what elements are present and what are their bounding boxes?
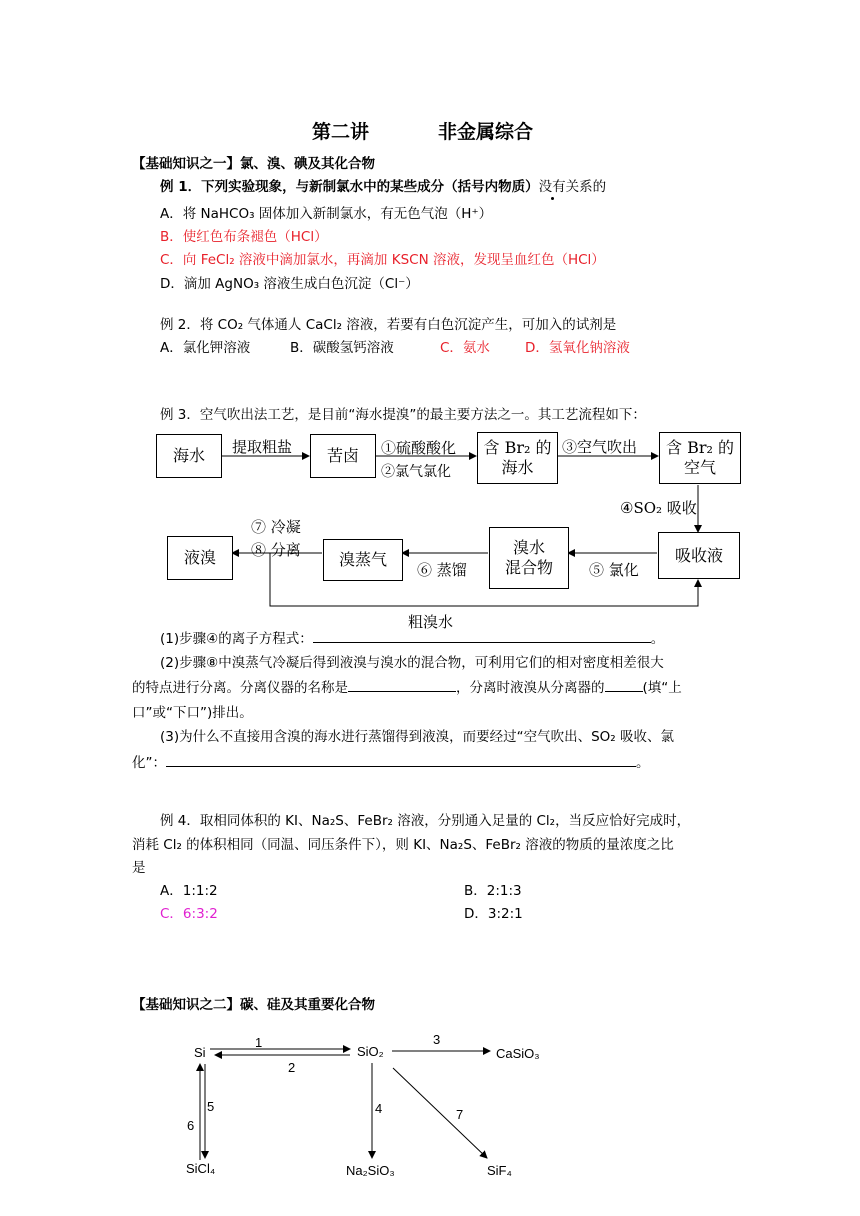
example-3-q1-suffix: 。 — [650, 631, 665, 647]
flow-box-mix-line1: 溴水 — [512, 538, 545, 557]
example-4-option-c: C．6:3:2 — [160, 906, 218, 922]
flow-label-step4: ④SO₂ 吸收 — [620, 499, 697, 517]
si-arrow-label-3: 3 — [433, 1032, 441, 1047]
si-arrow-label-4: 4 — [375, 1101, 383, 1116]
example-2-option-b: B．碳酸氢钙溶液 — [290, 340, 394, 356]
example-3-q3-line1: (3)为什么不直接用含溴的海水进行蒸馏得到液溴，而要经过“空气吹出、SO₂ 吸收、氯 — [160, 729, 675, 745]
example-4-option-a: A．1:1:2 — [160, 883, 218, 899]
flow-box-bromine-seawater — [477, 432, 558, 484]
si-node-sicl4: SiCl₄ — [186, 1161, 216, 1176]
si-node-si: Si — [194, 1045, 206, 1060]
example-3-q2-blank-outlet[interactable] — [605, 677, 643, 692]
example-3-q2-line3: 口”或“下口”)排出。 — [132, 705, 253, 721]
si-node-sio2: SiO₂ — [357, 1044, 384, 1059]
example-3-q2-line2 — [132, 676, 682, 696]
example-2-option-d: D．氢氧化钠溶液 — [525, 340, 630, 356]
si-node-sif4: SiF₄ — [487, 1163, 512, 1178]
flow-box-bromine-air-line1: 含 Br₂ 的 — [666, 438, 734, 457]
flow-box-liquid-bromine: 液溴 — [167, 536, 233, 580]
flow-label-step7: ⑦ 冷凝 — [251, 518, 301, 536]
flow-label-extract-salt: 提取粗盐 — [232, 438, 293, 456]
example-4-option-b: B．2:1:3 — [464, 883, 522, 899]
example-4-option-d: D．3:2:1 — [464, 906, 523, 922]
page-title-a: 第二讲 — [312, 121, 370, 143]
example-3-q2-line1: (2)步骤⑧中溴蒸气冷凝后得到液溴与溴水的混合物，可利用它们的相对密度相差很大 — [160, 655, 664, 671]
example-2-option-c: C．氨水 — [440, 340, 490, 356]
flow-box-absorb: 吸收液 — [658, 532, 740, 579]
example-3-q3-line2-prefix: 化”： — [132, 755, 166, 771]
example-3-q1-blank[interactable] — [313, 628, 651, 643]
example-3-q1-prefix: (1)步骤④的离子方程式： — [160, 631, 313, 647]
flow-box-bromine-air-line2: 空气 — [683, 458, 716, 477]
example-1-option-c: C．向 FeCl₂ 溶液中滴加氯水，再滴加 KSCN 溶液，发现呈血红色（HCl） — [160, 252, 605, 268]
example-3-q2-line2-mid: ，分离时液溴从分离器的 — [456, 680, 605, 696]
flow-box-bromine-seawater-line2: 海水 — [501, 458, 534, 477]
example-4-stem-line3: 是 — [132, 860, 146, 876]
flow-label-step2: ②氯气氯化 — [381, 464, 451, 480]
example-1-suffix: 关系的 — [565, 179, 607, 195]
example-3-q2-line2-prefix: 的特点进行分离。分离仪器的名称是 — [132, 680, 348, 696]
flow-box-seawater: 海水 — [156, 434, 222, 478]
example-3-q3-blank[interactable] — [166, 752, 636, 767]
example-4-stem-line1: 例 4．取相同体积的 KI、Na₂S、FeBr₂ 溶液，分别通入足量的 Cl₂，当反应恰好完成时， — [160, 813, 691, 829]
flow-label-step5: ⑤ 氯化 — [589, 561, 639, 579]
si-arrow-label-7: 7 — [456, 1107, 464, 1122]
flow-box-bromine-vapor: 溴蒸气 — [323, 539, 403, 581]
si-arrow-label-2: 2 — [288, 1060, 296, 1075]
flow-box-bromine-water-mix — [489, 527, 569, 589]
example-1-option-a: A．将 NaHCO₃ 固体加入新制氯水，有无色气泡（H⁺） — [160, 206, 493, 222]
flow-box-bittern: 苦卤 — [310, 434, 376, 478]
example-3-q2-blank-instrument[interactable] — [348, 677, 456, 692]
example-1-option-b: B．使红色布条褪色（HCl） — [160, 229, 328, 245]
flow-box-bromine-air — [659, 432, 741, 484]
flow-label-step8: ⑧ 分离 — [251, 541, 301, 559]
example-1-option-d: D．滴加 AgNO₃ 溶液生成白色沉淀（Cl⁻） — [160, 276, 419, 292]
si-node-na2sio3: Na₂SiO₃ — [346, 1163, 395, 1178]
example-3-stem: 例 3．空气吹出法工艺，是目前“海水提溴”的最主要方法之一。其工艺流程如下： — [160, 407, 646, 423]
section-heading-2: 【基础知识之二】碳、硅及其重要化合物 — [132, 997, 375, 1013]
flow-box-mix-line2: 混合物 — [504, 558, 553, 577]
example-1-emphasis: 没有 — [538, 179, 566, 195]
flow-box-bromine-seawater-line1: 含 Br₂ 的 — [483, 438, 552, 457]
si-arrow-label-1: 1 — [255, 1035, 263, 1050]
si-arrow-label-5: 5 — [207, 1099, 215, 1114]
si-node-casio3: CaSiO₃ — [496, 1046, 540, 1061]
example-1-prefix: 例 1．下列实验现象，与新制氯水中的某些成分（括号内物质） — [160, 179, 539, 195]
page-title-b: 非金属综合 — [438, 121, 534, 143]
example-2-stem: 例 2．将 CO₂ 气体通人 CaCl₂ 溶液，若要有白色沉淀产生，可加入的试剂是 — [160, 317, 617, 333]
example-3-q3-line2 — [132, 751, 650, 771]
si-arrow-label-6: 6 — [187, 1118, 195, 1133]
flow-label-crude-bromine-water: 粗溴水 — [408, 613, 454, 631]
section-heading-1: 【基础知识之一】氯、溴、碘及其化合物 — [132, 156, 375, 172]
example-3-q2-line2-suffix: (填“上 — [642, 680, 682, 696]
example-4-stem-line2: 消耗 Cl₂ 的体积相同（同温、同压条件下），则 KI、Na₂S、FeBr₂ 溶液的物质的量浓度之比 — [132, 837, 674, 853]
flow-label-step3: ③空气吹出 — [562, 438, 638, 456]
example-3-q3-line2-suffix: 。 — [636, 755, 650, 771]
example-3-q1 — [160, 627, 664, 647]
flow-label-step6: ⑥ 蒸馏 — [417, 561, 467, 579]
example-2-option-a: A．氯化钾溶液 — [160, 340, 251, 356]
flow-label-step1: ①硫酸酸化 — [381, 439, 457, 457]
